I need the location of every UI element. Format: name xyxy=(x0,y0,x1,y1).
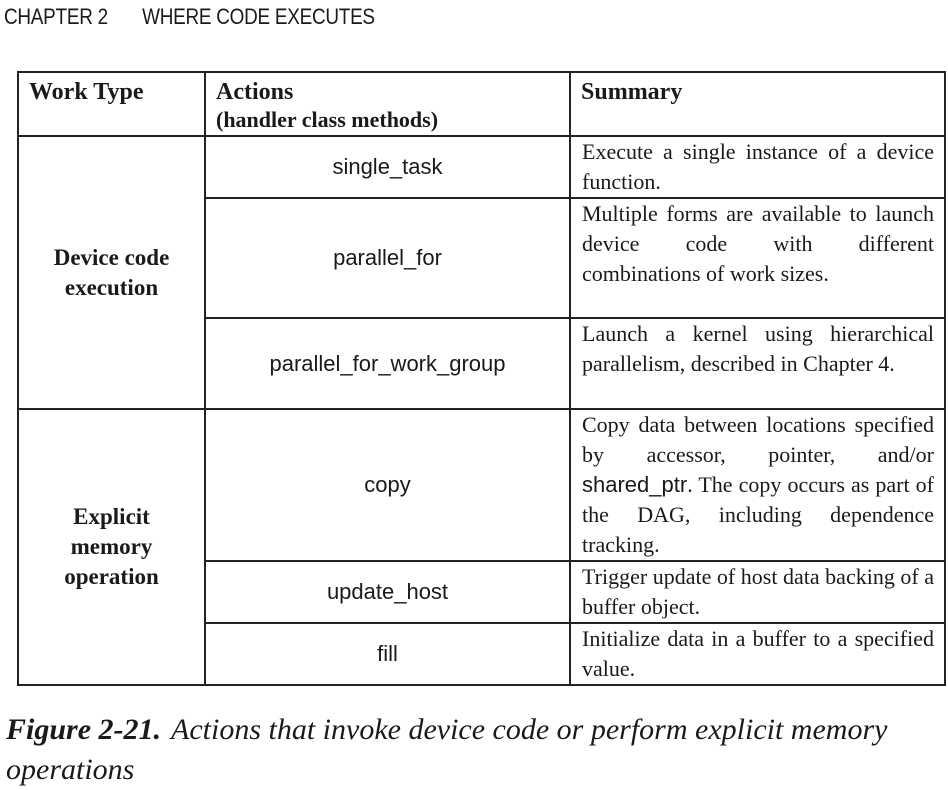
action-cell: fill xyxy=(205,623,570,685)
action-cell: parallel_for xyxy=(205,198,570,318)
summary-cell: Initialize data in a buffer to a specified value. xyxy=(570,623,945,685)
summary-text: . The copy occurs as part of the DAG, including dependence tracking. xyxy=(582,472,934,557)
summary-cell xyxy=(570,409,945,561)
summary-text: Copy data between locations specified by accessor, pointer, and/or xyxy=(582,412,934,467)
summary-cell: Launch a kernel using hierarchical parallelism, described in Chapter 4. xyxy=(570,318,945,409)
summary-cell: Multiple forms are available to launch device code with different combinations of work sizes. xyxy=(570,198,945,318)
header-work-type: Work Type xyxy=(18,72,205,136)
action-cell: update_host xyxy=(205,561,570,623)
figure-number: Figure 2-21. xyxy=(6,713,162,746)
table-row xyxy=(18,136,945,198)
header-actions-label: Actions xyxy=(216,79,294,105)
summary-cell: Execute a single instance of a device function. xyxy=(570,136,945,198)
work-type-device-code: Device code execution xyxy=(18,136,205,409)
running-header xyxy=(4,4,375,30)
table-row xyxy=(18,409,945,561)
work-type-explicit-memory xyxy=(18,409,205,685)
chapter-title: WHERE CODE EXECUTES xyxy=(142,4,375,29)
figure-caption xyxy=(6,710,936,790)
action-cell: copy xyxy=(205,409,570,561)
code-shared-ptr: shared_ptr xyxy=(582,472,688,497)
figure-caption-text: Actions that invoke device code or perform explicit memory operations xyxy=(6,713,888,786)
work-type-explicit-memory-label: Explicit memory operation xyxy=(64,504,159,589)
header-actions xyxy=(205,72,570,136)
chapter-label: CHAPTER 2 xyxy=(4,4,108,29)
summary-cell: Trigger update of host data backing of a buffer object. xyxy=(570,561,945,623)
header-summary: Summary xyxy=(570,72,945,136)
action-cell: parallel_for_work_group xyxy=(205,318,570,409)
table-header-row xyxy=(18,72,945,136)
action-cell: single_task xyxy=(205,136,570,198)
actions-table xyxy=(17,71,946,686)
header-actions-sub: (handler class methods) xyxy=(216,107,439,132)
